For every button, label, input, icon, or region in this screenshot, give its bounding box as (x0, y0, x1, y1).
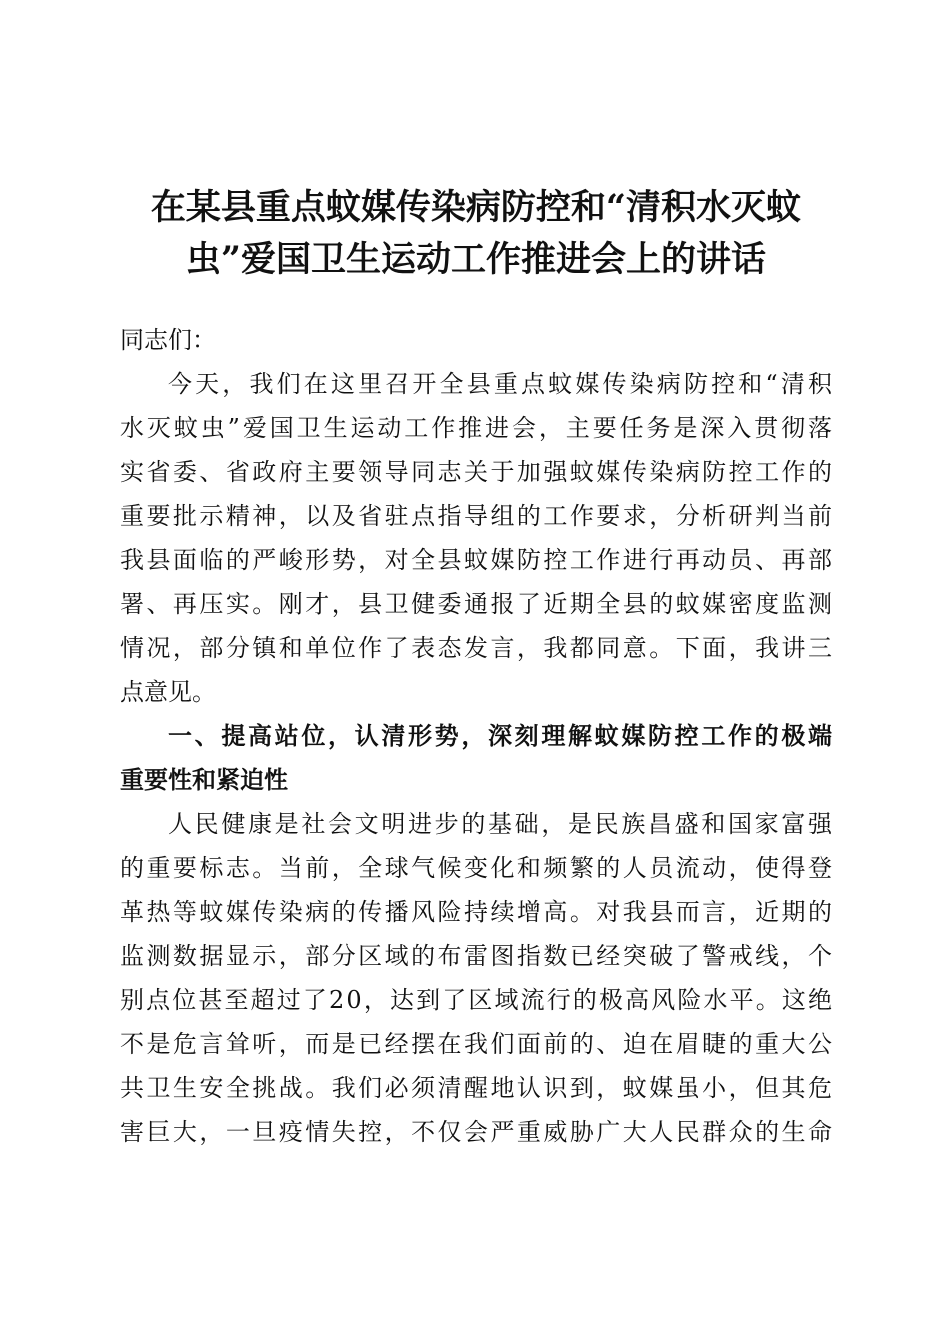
paragraph-line: 我县面临的严峻形势，对全县蚊媒防控工作进行再动员、再部 (120, 546, 835, 574)
title-line-2: 虫”爱国卫生运动工作推进会上的讲话 (185, 239, 767, 280)
paragraph-opening (120, 362, 836, 714)
heading-line: 一、提高站位，认清形势，深刻理解蚊媒防控工作的极端 (168, 722, 835, 750)
paragraph-line: 革热等蚊媒传染病的传播风险持续增高。对我县而言，近期的 (120, 898, 835, 926)
paragraph-line: 监测数据显示，部分区域的布雷图指数已经突破了警戒线，个 (120, 942, 835, 970)
paragraph-line: 不是危言耸听，而是已经摆在我们面前的、迫在眉睫的重大公 (120, 1030, 835, 1058)
paragraph-line: 署、再压实。刚才，县卫健委通报了近期全县的蚊媒密度监测 (120, 590, 835, 618)
section-heading-1 (120, 714, 835, 802)
paragraph-line: 别点位甚至超过了20，达到了区域流行的极高风险水平。这绝 (120, 986, 835, 1014)
paragraph-line: 水灭蚊虫”爱国卫生运动工作推进会，主要任务是深入贯彻落 (120, 414, 835, 442)
paragraph-line: 人民健康是社会文明进步的基础，是民族昌盛和国家富强 (168, 810, 835, 838)
paragraph-line: 情况，部分镇和单位作了表态发言，我都同意。下面，我讲三 (120, 634, 835, 662)
document-title (120, 182, 832, 286)
title-line-1: 在某县重点蚊媒传染病防控和“清积水灭蚊 (150, 187, 802, 228)
paragraph-line: 实省委、省政府主要领导同志关于加强蚊媒传染病防控工作的 (120, 458, 835, 486)
paragraph-section-1 (120, 802, 835, 1154)
paragraph-line: 害巨大，一旦疫情失控，不仅会严重威胁广大人民群众的生命 (120, 1118, 835, 1146)
paragraph-line: 今天，我们在这里召开全县重点蚊媒传染病防控和“清积 (168, 370, 836, 398)
paragraph-line: 共卫生安全挑战。我们必须清醒地认识到，蚊媒虽小，但其危 (120, 1074, 835, 1102)
heading-line: 重要性和紧迫性 (120, 766, 288, 794)
document-body (120, 318, 836, 1154)
paragraph-line: 的重要标志。当前，全球气候变化和频繁的人员流动，使得登 (120, 854, 835, 882)
salutation: 同志们： (120, 326, 216, 354)
paragraph-line: 点意见。 (120, 678, 216, 706)
paragraph-line: 重要批示精神，以及省驻点指导组的工作要求，分析研判当前 (120, 502, 835, 530)
